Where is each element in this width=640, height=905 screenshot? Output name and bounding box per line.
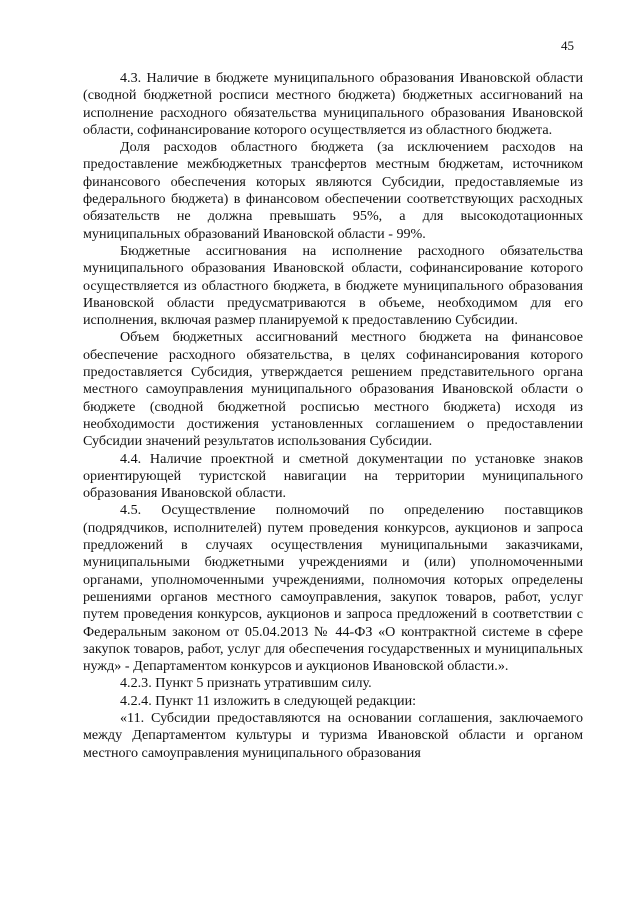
paragraph-4-2-3: 4.2.3. Пункт 5 признать утратившим силу. bbox=[120, 675, 372, 692]
paragraph-4-5: 4.5. Осуществление полномочий по определению поставщиков (подрядчиков, исполнителей) путем проведения конкурсов, аукционов и запроса предложений в случаях осуществления муниципальными заказчиками, муниципальными бюджетными учреждениями и (или) уполномоченными органами, уполномоченными учреждениями, полномочия которых определены решениями органов местного самоуправления, закупок товаров, работ, услуг путем проведения конкурсов, аукционов и запроса предложений в соответствии с Федеральным законом от 05.04.2013 № 44-ФЗ «О контрактной системе в сфере закупок товаров, работ, услуг для обеспечения государственных и муниципальных нужд» - Департаментом конкурсов и аукционов Ивановской области.». bbox=[83, 502, 583, 675]
paragraph-item-11: «11. Субсидии предоставляются на основании соглашения, заключаемого между Департаментом культуры и туризма Ивановской области и органом местного самоуправления муниципального образования bbox=[83, 709, 583, 761]
paragraph-4-3: 4.3. Наличие в бюджете муниципального образования Ивановской области (сводной бюджетной росписи местного бюджета) бюджетных ассигнований на исполнение расходного обязательства муниципального образования Ивановской области, софинансирование которого осуществляется из областного бюджета. bbox=[83, 70, 583, 138]
paragraph-budget-allocations: Бюджетные ассигнования на исполнение расходного обязательства муниципального образования Ивановской области, софинансирование которого осуществляется из областного бюджета, в бюджете муниципального образования Ивановской области предусматриваются в объеме, необходимом для его исполнения, включая размер планируемой к предоставлению Субсидии. bbox=[83, 242, 583, 329]
paragraph-4-4: 4.4. Наличие проектной и сметной документации по установке знаков ориентирующей туристской навигации на территории муниципального образования Ивановской области. bbox=[83, 450, 583, 502]
page-number: 45 bbox=[561, 38, 574, 53]
paragraph-4-2-4: 4.2.4. Пункт 11 изложить в следующей редакции: bbox=[120, 692, 417, 709]
paragraph-allocation-volume: Объем бюджетных ассигнований местного бюджета на финансовое обеспечение расходного обязательства, в целях софинансирования которого предоставляется Субсидия, утверждается решением представительного органа местного самоуправления муниципального образования Ивановской области о бюджете (сводной бюджетной росписью местного бюджета) исходя из необходимости достижения установленных соглашением о предоставлении Субсидии значений результатов использования Субсидии. bbox=[83, 329, 583, 450]
paragraph-regional-share: Доля расходов областного бюджета (за исключением расходов на предоставление межбюджетных трансфертов местным бюджетам, источником финансового обеспечения которых являются Субсидии, предоставляемые из федерального бюджета) в финансовом обеспечении соответствующих расходных обязательств не должна превышать 95%, а для высокодотационных муниципальных образований Ивановской области - 99%. bbox=[83, 139, 583, 242]
document-body bbox=[83, 70, 583, 762]
